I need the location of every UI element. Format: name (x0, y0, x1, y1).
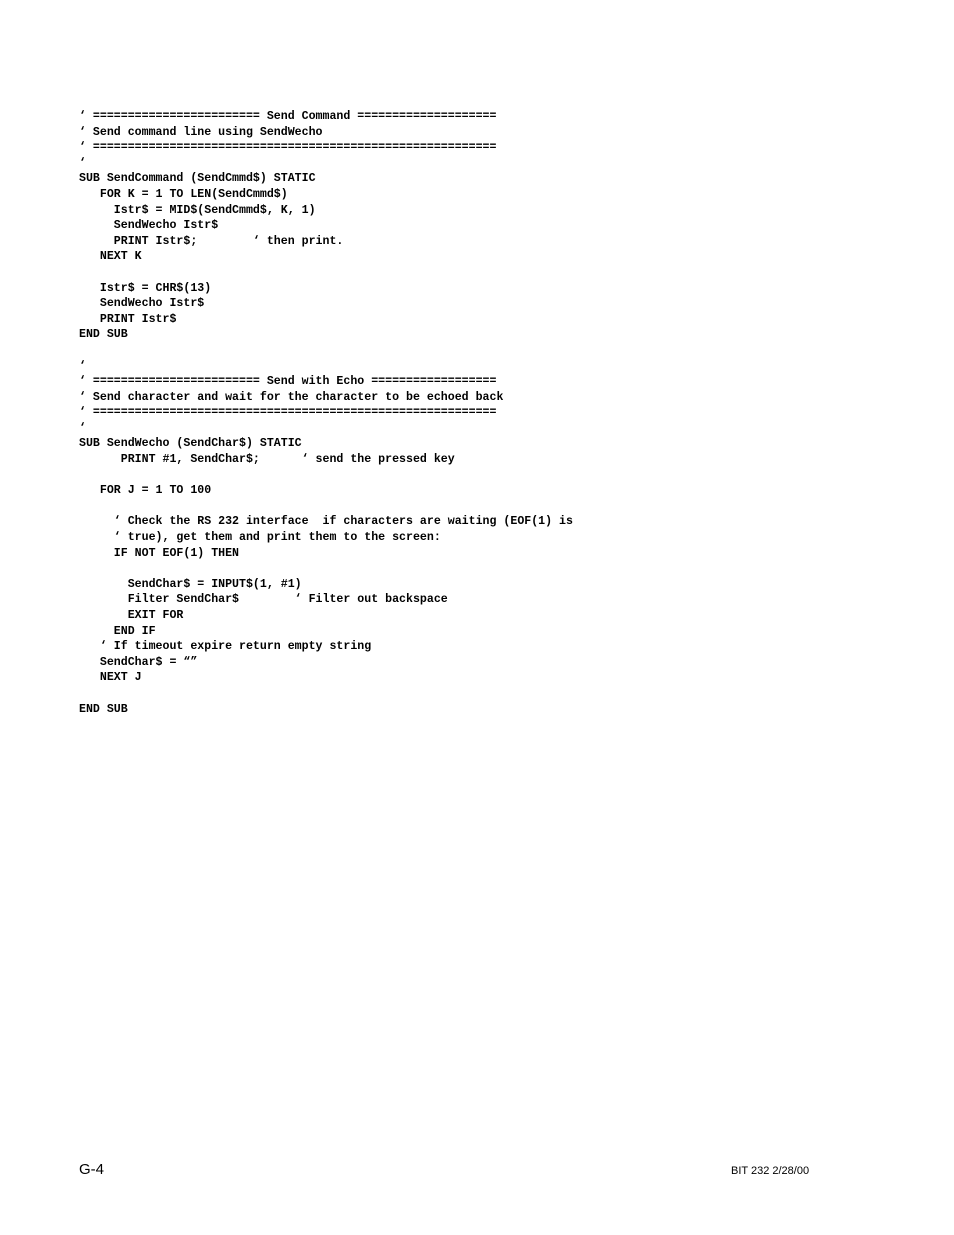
code-line: Istr$ = MID$(SendCmmd$, K, 1) (79, 203, 316, 217)
code-line: ‘ ======================== Send Command ==================== (79, 110, 497, 123)
code-line: FOR J = 1 TO 100 (79, 484, 212, 498)
code-line: ‘ (79, 156, 86, 170)
code-line: ‘ (79, 359, 86, 373)
code-line: ‘ ========================================================== (79, 141, 497, 155)
code-line: SUB SendCommand (SendCmmd$) STATIC (79, 172, 316, 186)
code-line: SUB SendWecho (SendChar$) STATIC (79, 437, 302, 451)
page-number: G-4 (79, 1161, 105, 1178)
code-line: IF NOT EOF(1) THEN (79, 546, 240, 560)
code-line: ‘ ========================================================== (79, 406, 497, 420)
code-line: Istr$ = CHR$(13) (79, 281, 212, 295)
code-line: NEXT K (79, 250, 142, 264)
code-line: SendChar$ = “” (79, 655, 198, 669)
code-line: Filter SendChar$ ‘ Filter out backspace (79, 593, 448, 607)
code-line: ‘ If timeout expire return empty string (79, 640, 372, 654)
code-line: ‘ Send command line using SendWecho (79, 125, 323, 139)
code-line: ‘ Send character and wait for the character to be echoed back (79, 390, 504, 404)
code-line (79, 265, 573, 281)
code-line: EXIT FOR (79, 609, 184, 622)
code-line (79, 499, 573, 515)
code-line: ‘ Check the RS 232 interface if characters are waiting (EOF(1) is (79, 515, 573, 529)
document-id: BIT 232 2/28/00 (731, 1165, 810, 1177)
code-listing (79, 109, 573, 717)
code-line (79, 468, 573, 484)
code-line: SendWecho Istr$ (79, 297, 205, 311)
code-line: PRINT Istr$; ‘ then print. (79, 234, 344, 248)
code-line: END SUB (79, 328, 128, 342)
code-line: ‘ (79, 421, 86, 435)
code-line: ‘ true), get them and print them to the screen: (79, 531, 441, 545)
code-line: NEXT J (79, 671, 142, 685)
code-line: END SUB (79, 702, 128, 716)
code-line: ‘ ======================== Send with Echo ================== (79, 375, 497, 389)
code-line (79, 343, 573, 359)
code-line: END IF (79, 624, 156, 638)
code-line: SendChar$ = INPUT$(1, #1) (79, 577, 302, 591)
code-line: PRINT Istr$ (79, 312, 177, 326)
code-line: FOR K = 1 TO LEN(SendCmmd$) (79, 187, 288, 201)
code-line (79, 561, 573, 577)
code-line: PRINT #1, SendChar$; ‘ send the pressed key (79, 453, 455, 467)
code-line: SendWecho Istr$ (79, 219, 219, 233)
code-line (79, 686, 573, 702)
